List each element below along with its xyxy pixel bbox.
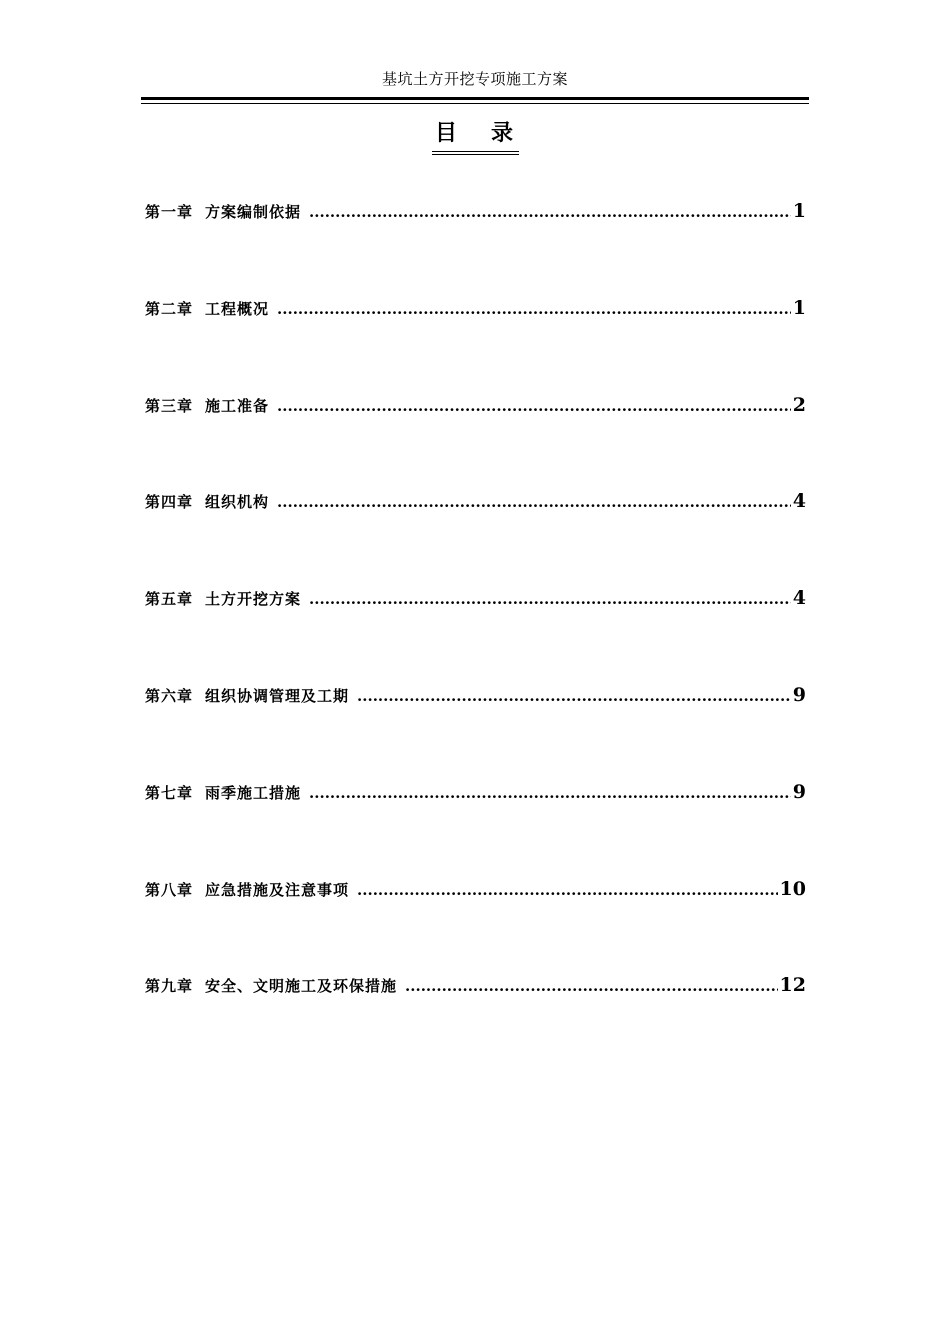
toc-chapter-title: 方案编制依据 xyxy=(205,203,302,221)
toc-chapter-title: 组织协调管理及工期 xyxy=(205,686,350,705)
toc-entry-chapter-4[interactable] xyxy=(145,490,806,587)
toc-heading-char: 录 xyxy=(491,121,516,146)
toc-chapter-number: 第二章 xyxy=(145,299,194,318)
toc-chapter-number: 第五章 xyxy=(145,590,194,609)
toc-entry-chapter-6[interactable] xyxy=(145,684,806,781)
toc-heading xyxy=(0,116,950,147)
toc-page-number: 10 xyxy=(779,877,806,900)
running-header-title: 基坑土方开挖专项施工方案 xyxy=(381,70,568,88)
toc-dot-leader xyxy=(277,300,791,318)
toc-dot-leader xyxy=(309,784,791,802)
toc-chapter-title: 安全、文明施工及环保措施 xyxy=(205,977,398,996)
toc-dot-leader xyxy=(277,493,791,511)
toc-chapter-number: 第四章 xyxy=(145,493,194,512)
toc-dot-leader xyxy=(277,397,791,415)
toc-chapter-number: 第九章 xyxy=(145,977,194,996)
toc-heading-char: 目 xyxy=(434,121,459,146)
toc-dot-leader xyxy=(357,687,791,705)
toc-entry-chapter-8[interactable] xyxy=(145,878,806,975)
toc-entry-chapter-3[interactable] xyxy=(145,394,806,491)
toc-chapter-title: 施工准备 xyxy=(205,396,270,415)
toc-entry-chapter-5[interactable] xyxy=(145,587,806,684)
toc-heading-underline xyxy=(432,151,519,152)
toc-page-number: 1 xyxy=(792,296,806,319)
toc-entry-chapter-9[interactable] xyxy=(145,974,806,1071)
toc-entry-chapter-1[interactable] xyxy=(145,200,806,297)
toc-chapter-number: 第六章 xyxy=(145,686,194,705)
toc-page-number: 1 xyxy=(792,200,806,222)
toc-entry-chapter-2[interactable] xyxy=(145,297,806,394)
toc-page-number: 12 xyxy=(779,974,806,997)
toc-chapter-number: 第三章 xyxy=(145,396,194,415)
toc-page-number: 9 xyxy=(792,683,806,706)
toc-dot-leader xyxy=(405,977,778,995)
toc-dot-leader xyxy=(309,590,791,608)
toc-page-number: 9 xyxy=(792,780,806,803)
toc-dot-leader xyxy=(357,881,778,899)
header-rule-thick xyxy=(141,97,809,100)
toc-heading-underline xyxy=(432,154,519,155)
header-rule-thin xyxy=(141,103,809,104)
toc-chapter-title: 应急措施及注意事项 xyxy=(205,880,350,899)
toc-chapter-title: 组织机构 xyxy=(205,493,270,512)
toc-chapter-number: 第八章 xyxy=(145,880,194,899)
toc-page-number: 2 xyxy=(792,393,806,416)
toc-chapter-title: 土方开挖方案 xyxy=(205,590,302,609)
toc-page-number: 4 xyxy=(792,490,806,513)
toc-chapter-number: 第七章 xyxy=(145,783,194,802)
toc-chapter-title: 雨季施工措施 xyxy=(205,783,302,802)
toc-entry-chapter-7[interactable] xyxy=(145,781,806,878)
toc-chapter-number: 第一章 xyxy=(145,203,194,221)
toc-page-number: 4 xyxy=(792,587,806,610)
toc-chapter-title: 工程概况 xyxy=(205,299,270,318)
table-of-contents xyxy=(145,200,806,1071)
toc-dot-leader xyxy=(309,203,791,221)
